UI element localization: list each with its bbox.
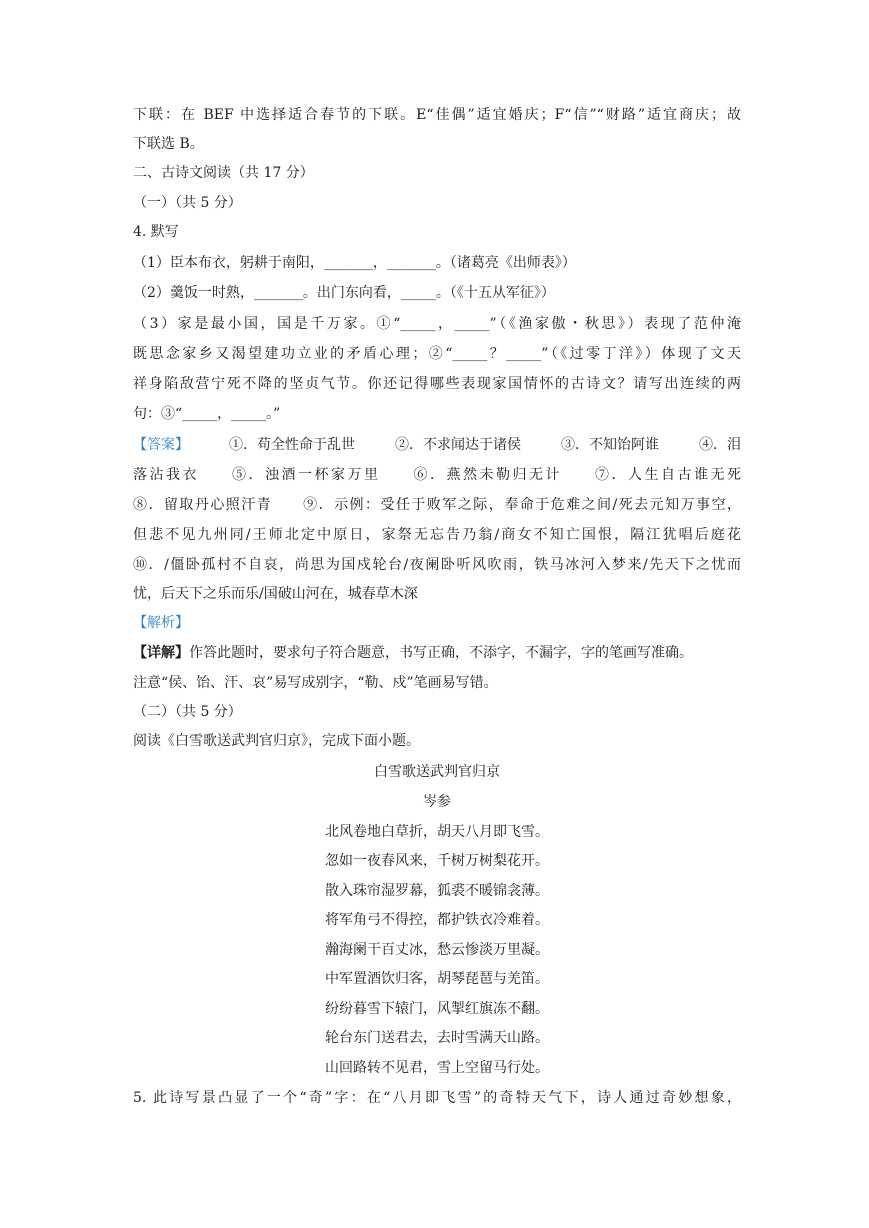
poem-line: 纷纷暮雪下辕门，风掣红旗冻不翻。: [325, 1001, 549, 1017]
poem-author: 岑参: [423, 794, 451, 810]
answer-item: ③．不知饴阿谁: [561, 437, 659, 453]
poem-line: 忽如一夜春风来，千树万树梨花开。: [325, 853, 549, 869]
answer-item: ②．不求闻达于诸侯: [395, 437, 521, 453]
reading-instruction: 阅读《白雪歌送武判官归京》，完成下面小题。: [133, 733, 420, 749]
poem-title: 白雪歌送武判官归京: [374, 764, 500, 780]
explanation-tag: 【详解】: [133, 645, 189, 661]
answer-text: 但悲不见九州同/王师北定中原日，家祭无忘告乃翁/商女不知亡国恨，隔江犹唱后庭花: [133, 527, 741, 543]
answer-text: ⑩．/僵卧孤村不自哀，尚思为国戍轮台/夜阑卧听风吹雨，铁马冰河入梦来/先天下之忧而: [133, 557, 741, 573]
subsection-heading: （二）（共 5 分）: [133, 704, 242, 720]
analysis-label: 【解析】: [133, 615, 189, 631]
question-item: （2）羹饭一时熟，_______。出门东向看，_____。（《十五从军征》）: [133, 285, 555, 301]
question-item: （1）臣本布衣，躬耕于南阳，_______，_______。（诸葛亮《出师表》）: [133, 255, 576, 271]
section-heading: 二、古诗文阅读（共 17 分）: [133, 165, 314, 181]
answer-text: 落沾我衣 ⑤．浊酒一杯家万里 ⑥．燕然未勒归无计 ⑦．人生自古谁无死: [133, 467, 741, 483]
answer-item: ①．苟全性命于乱世: [229, 437, 355, 453]
question-item: 祥身陷敌营宁死不降的坚贞气节。你还记得哪些表现家国情怀的古诗文？请写出连续的两: [133, 376, 741, 392]
answer-label: 【答案】: [133, 437, 189, 453]
poem-line: 将军角弓不得控，都护铁衣冷难着。: [325, 912, 549, 928]
text-line: 下联选 B。: [133, 136, 204, 152]
poem-line: 山回路转不见君，雪上空留马行处。: [325, 1060, 549, 1076]
poem-line: 散入珠帘湿罗幕，狐裘不暖锦衾薄。: [325, 883, 549, 899]
explanation-text: 作答此题时，要求句子符合题意，书写正确，不添字，不漏字，字的笔画写准确。: [189, 645, 693, 661]
question-item: 5. 此诗写景凸显了一个“奇”字：在“八月即飞雪”的奇特天气下，诗人通过奇妙想象，: [133, 1090, 741, 1106]
explanation-line: 注意“侯、饴、汗、哀”易写成别字，“勒、戍”笔画易写错。: [133, 675, 498, 691]
question-heading: 4. 默写: [133, 224, 179, 240]
explanation-line: [133, 643, 741, 663]
poem-line: 轮台东门送君去，去时雪满天山路。: [325, 1030, 549, 1046]
subsection-heading: （一）（共 5 分）: [133, 195, 242, 211]
answer-text: ⑧．留取丹心照汗青 ⑨．示例：受任于败军之际，奉命于危难之间/死去元知万事空，: [133, 497, 741, 513]
question-item: 既思念家乡又渴望建功立业的矛盾心理；②“_____？_____”（《过零丁洋》）体现了文天: [133, 346, 741, 362]
poem-line: 北风卷地白草折，胡天八月即飞雪。: [325, 824, 549, 840]
answer-item: ④．泪: [699, 437, 741, 453]
poem-line: 中军置酒饮归客，胡琴琵琶与羌笛。: [325, 971, 549, 987]
answer-row: [133, 435, 741, 455]
text-line: 下联：在 BEF 中选择适合春节的下联。E“佳偶”适宜婚庆；F“信”“财路”适宜商庆；故: [133, 107, 741, 123]
poem-line: 瀚海阑干百丈冰，愁云惨淡万里凝。: [325, 942, 549, 958]
question-item: （3）家是最小国，国是千万家。①“_____，_____”（《渔家傲・秋思》）表现了范仲淹: [133, 316, 741, 332]
question-item: 句：③“_____，_____。”: [133, 406, 281, 422]
answer-text: 忧，后天下之乐而乐/国破山河在，城春草木深: [133, 586, 418, 602]
